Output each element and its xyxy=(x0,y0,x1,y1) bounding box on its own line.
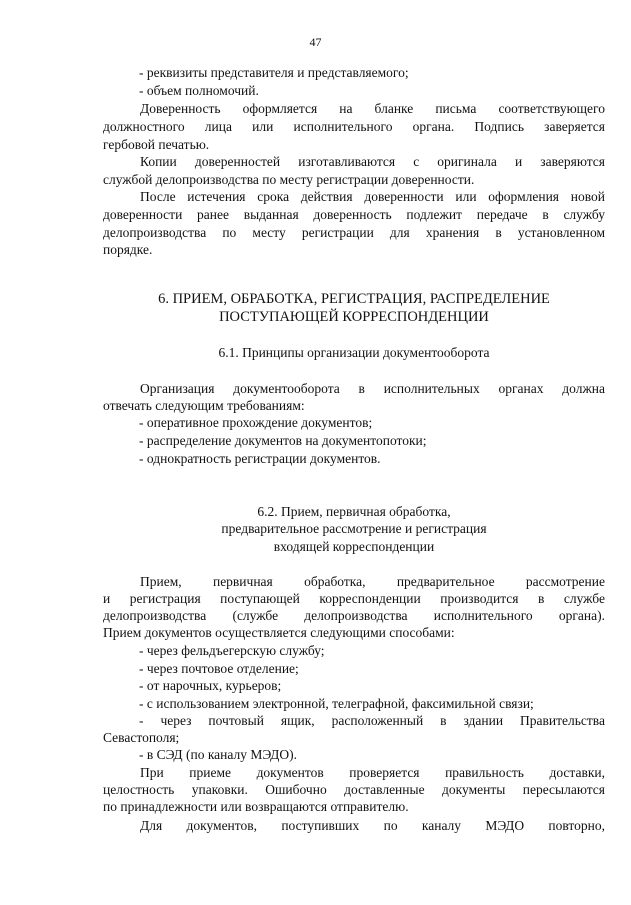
page-number: 47 xyxy=(309,35,322,49)
text-line: доверенности ранее выданная доверенность подлежит передаче в службу xyxy=(103,207,605,222)
text-line: гербовой печатью. xyxy=(103,137,210,152)
bullet-line: - оперативное прохождение документов; xyxy=(139,415,373,430)
text-line: Копии доверенностей изготавливаются с оригинала и заверяются xyxy=(140,154,605,169)
bullet-line: - с использованием электронной, телеграфной, факсимильной связи; xyxy=(139,696,534,711)
text-line: Прием, первичная обработка, предварительное рассмотрение xyxy=(140,574,605,589)
bullet-line: - через фельдъегерскую службу; xyxy=(139,643,325,658)
text-line: по принадлежности или возвращаются отправителю. xyxy=(103,799,409,814)
bullet-line: - через почтовый ящик, расположенный в здании Правительства xyxy=(139,713,605,728)
text-line: Доверенность оформляется на бланке письма соответствующего xyxy=(140,101,605,116)
bullet-line: - распределение документов на документопотоки; xyxy=(139,433,427,448)
text-line: службой делопроизводства по месту регистрации доверенности. xyxy=(103,172,475,187)
text-line: делопроизводства (службе делопроизводства исполнительного органа). xyxy=(103,608,605,623)
subsection-heading: 6.2. Прием, первичная обработка, xyxy=(257,504,451,519)
text-line: После истечения срока действия доверенности или оформления новой xyxy=(140,189,605,204)
bullet-line: - объем полномочий. xyxy=(139,83,259,98)
bullet-line: - однократность регистрации документов. xyxy=(139,451,381,466)
bullet-line: - от нарочных, курьеров; xyxy=(139,678,282,693)
text-line: и регистрация поступающей корреспонденции производится в службе xyxy=(103,591,605,606)
text-line: Для документов, поступивших по каналу МЭДО повторно, xyxy=(140,818,605,833)
text-line: делопроизводства по месту регистрации для хранения в установленном xyxy=(103,225,605,240)
text-line: целостность упаковки. Ошибочно доставленные документы пересылаются xyxy=(103,782,605,797)
text-line: Прием документов осуществляется следующими способами: xyxy=(103,625,455,640)
bullet-line: - в СЭД (по каналу МЭДО). xyxy=(139,747,297,762)
text-line: При приеме документов проверяется правильность доставки, xyxy=(140,765,605,780)
bullet-line: - реквизиты представителя и представляемого; xyxy=(139,65,409,80)
text-line: отвечать следующим требованиям: xyxy=(103,398,305,413)
text-line: должностного лица или исполнительного органа. Подпись заверяется xyxy=(103,119,605,134)
bullet-line: - через почтовое отделение; xyxy=(139,661,299,676)
section-heading: 6. ПРИЕМ, ОБРАБОТКА, РЕГИСТРАЦИЯ, РАСПРЕДЕЛЕНИЕ xyxy=(158,291,550,307)
subsection-heading: входящей корреспонденции xyxy=(273,539,435,554)
text-line: Севастополя; xyxy=(103,730,180,745)
text-line: порядке. xyxy=(103,242,153,257)
subsection-heading: 6.1. Принципы организации документооборота xyxy=(218,345,490,360)
subsection-heading: предварительное рассмотрение и регистрация xyxy=(221,521,487,536)
section-heading: ПОСТУПАЮЩЕЙ КОРРЕСПОНДЕНЦИИ xyxy=(219,309,489,325)
text-line: Организация документооборота в исполнительных органах должна xyxy=(140,381,605,396)
